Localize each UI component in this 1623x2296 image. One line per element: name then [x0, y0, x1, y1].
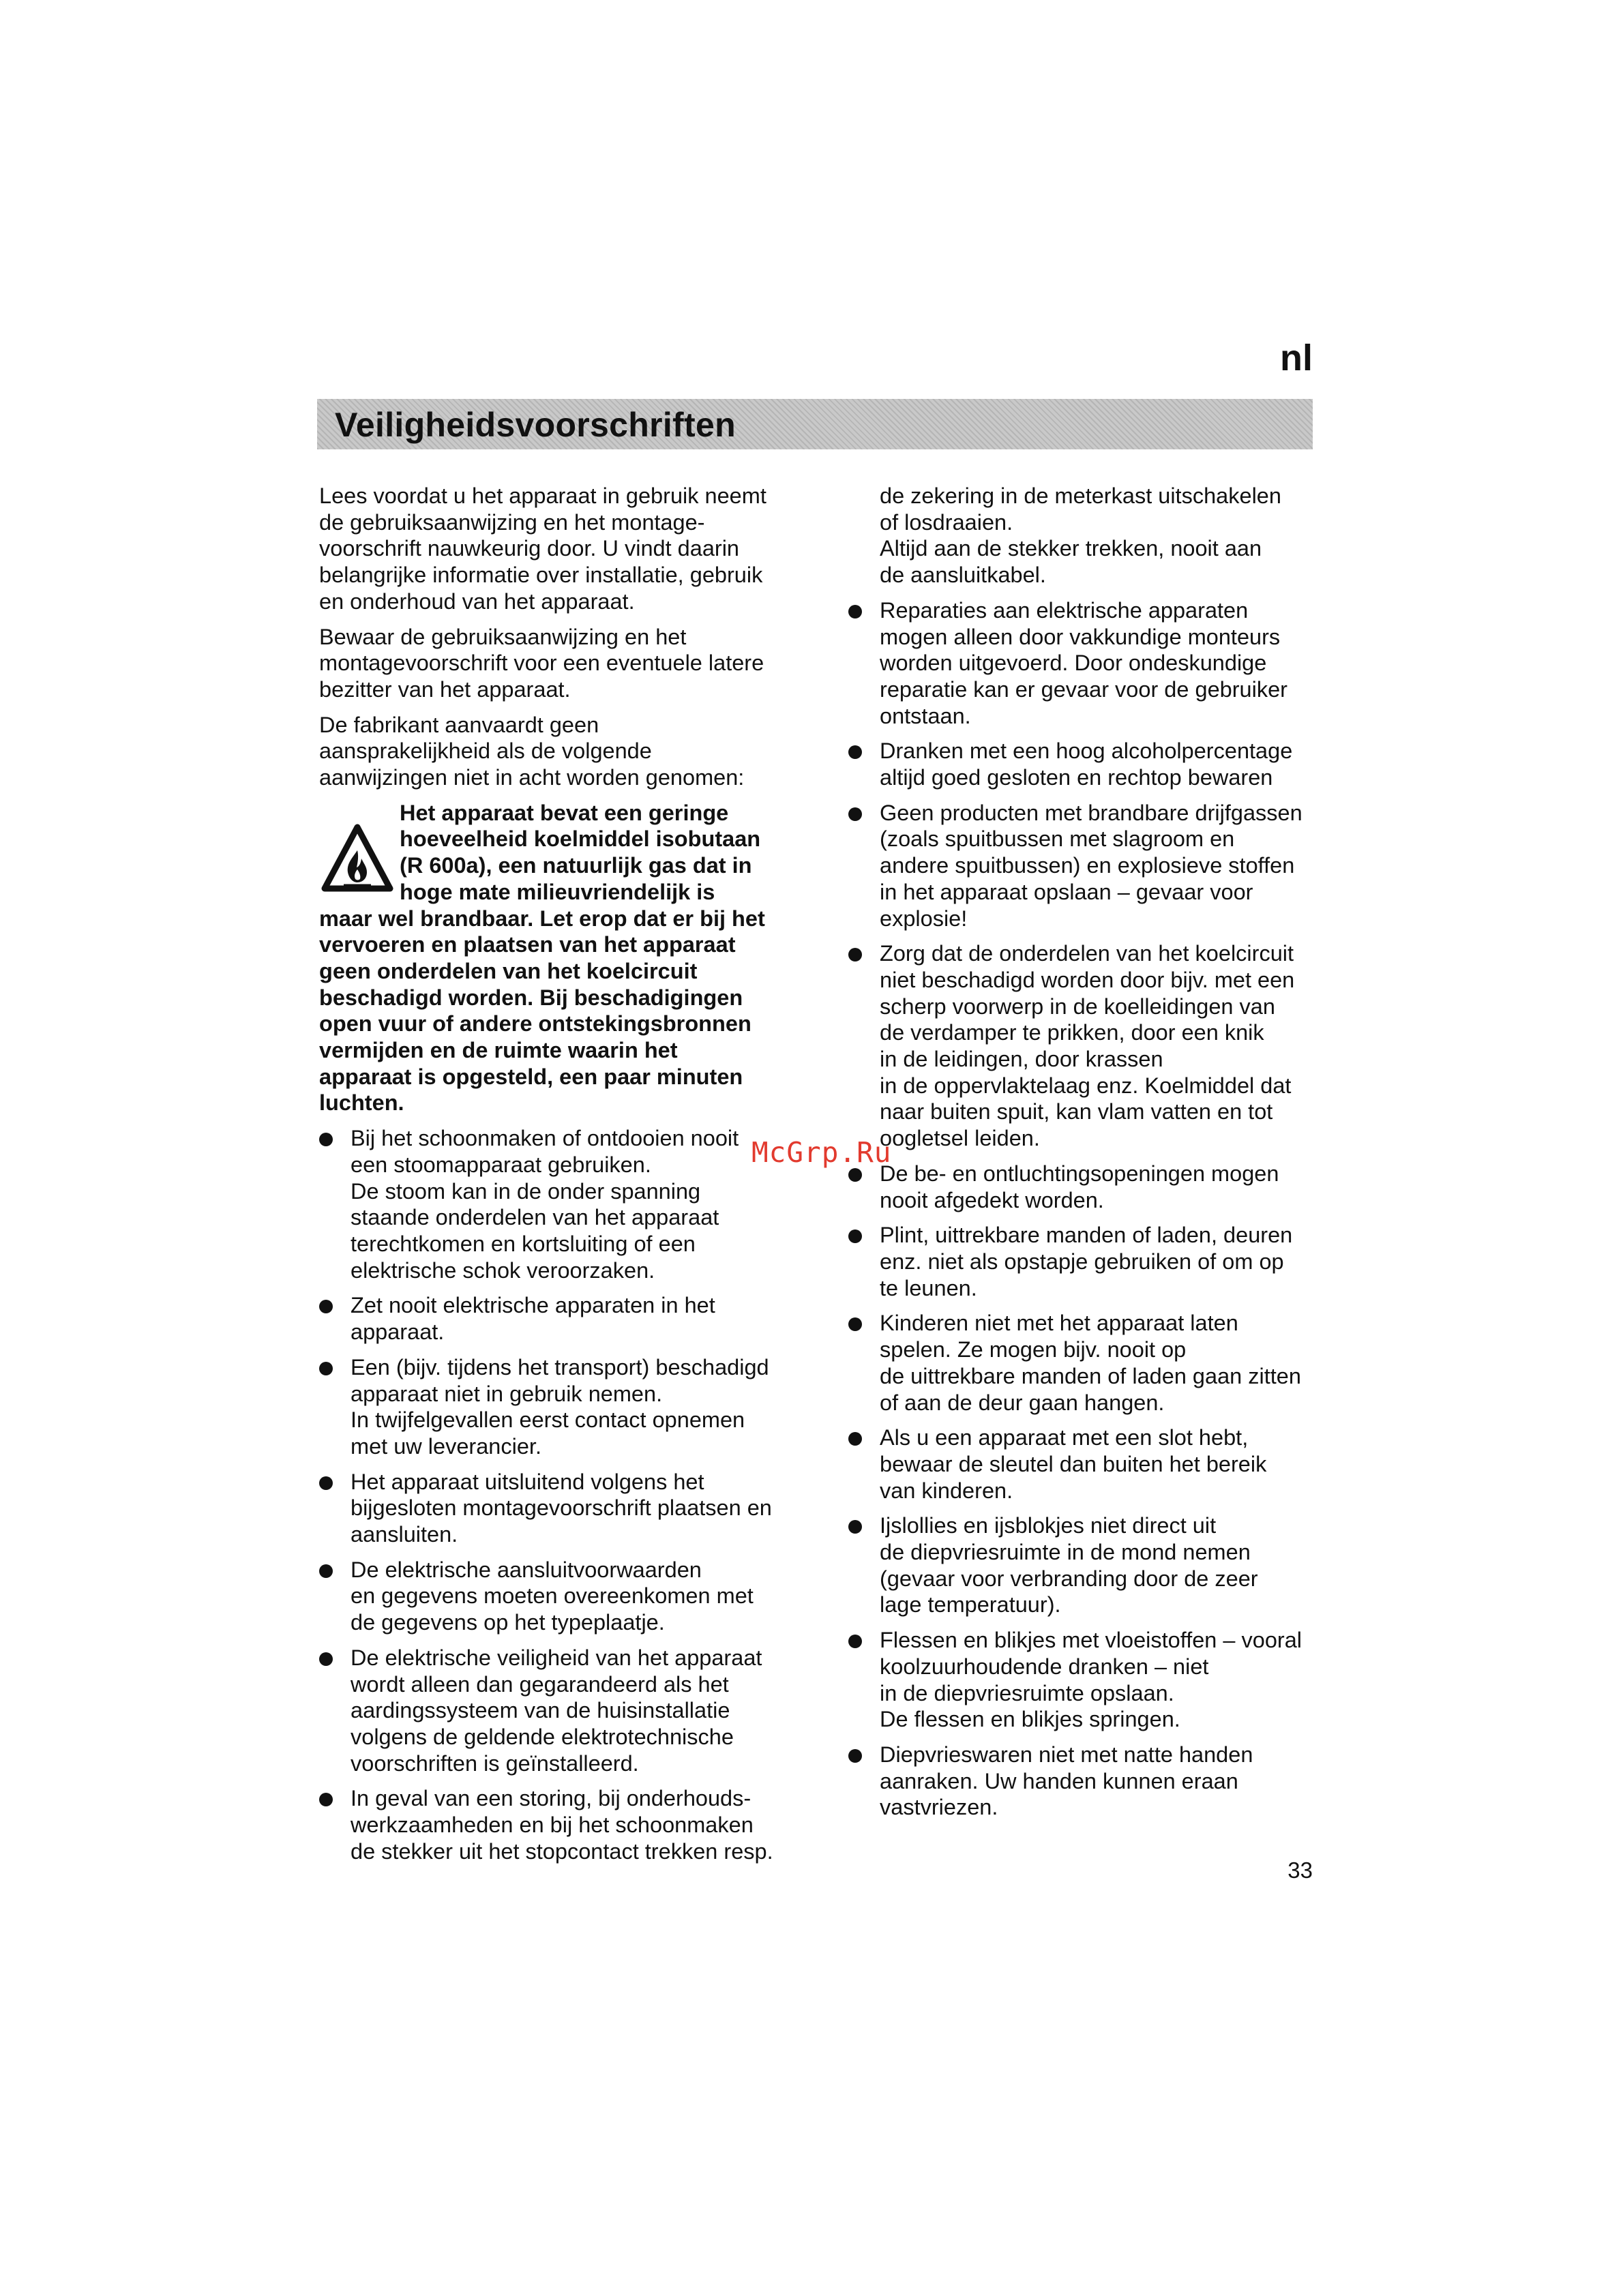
list-item-text — [880, 1310, 1319, 1416]
warning-block — [319, 800, 783, 1116]
text-line: luchten. — [319, 1090, 404, 1116]
text-line: explosie! — [880, 906, 968, 931]
text-line: andere spuitbussen) en explosieve stoffen — [880, 853, 1295, 878]
text-line: Bewaar de gebruiksaanwijzing en het — [319, 624, 687, 649]
text-line: Reparaties aan elektrische apparaten — [880, 597, 1249, 623]
text-line: De elektrische veiligheid van het apparaat — [351, 1645, 762, 1670]
text-line: de verdamper te prikken, door een knik — [880, 1020, 1264, 1045]
text-line: een stoomapparaat gebruiken. — [351, 1152, 651, 1177]
text-line: of aan de deur gaan hangen. — [880, 1390, 1165, 1415]
text-line: lage temperatuur). — [880, 1592, 1061, 1617]
bullet-icon — [848, 807, 862, 821]
text-line: in het apparaat opslaan – gevaar voor — [880, 879, 1253, 904]
text-line: Plint, uittrekbare manden of laden, deuren — [880, 1223, 1293, 1248]
list-item — [848, 738, 1319, 790]
list-item — [848, 1742, 1319, 1821]
text-line: Geen producten met brandbare drijfgassen — [880, 800, 1302, 825]
text-line: voorschriften is geïnstalleerd. — [351, 1750, 639, 1776]
text-line: van kinderen. — [880, 1478, 1013, 1503]
text-line: Kinderen niet met het apparaat laten — [880, 1311, 1238, 1336]
text-line: niet beschadigd worden door bijv. met een — [880, 967, 1295, 992]
text-line: hoeveelheid koelmiddel isobutaan — [400, 826, 761, 852]
text-line: vervoeren en plaatsen van het apparaat — [319, 932, 736, 957]
right-bullet-list — [848, 597, 1319, 1821]
list-item — [848, 1512, 1319, 1618]
text-line: (R 600a), een natuurlijk gas dat in — [400, 853, 752, 878]
text-line: Diepvrieswaren niet met natte handen — [880, 1742, 1253, 1767]
text-line: in de oppervlaktelaag enz. Koelmiddel dat — [880, 1073, 1292, 1098]
bullet-icon — [848, 1317, 862, 1331]
section-title-bar — [317, 399, 1313, 449]
page-title: Veiligheidsvoorschriften — [335, 406, 736, 444]
text-line: open vuur of andere ontstekingsbronnen — [319, 1011, 751, 1037]
text-line: altijd goed gesloten en rechtop bewaren — [880, 765, 1273, 790]
text-line: Zet nooit elektrische apparaten in het — [351, 1293, 715, 1318]
text-line: Het apparaat bevat een geringe — [400, 800, 729, 825]
text-line: belangrijke informatie over installatie, gebruik — [319, 563, 763, 588]
text-line: elektrische schok veroorzaken. — [351, 1257, 655, 1283]
list-item-text — [880, 1627, 1319, 1733]
text-line: maar wel brandbaar. Let erop dat er bij het — [319, 906, 765, 931]
list-item — [848, 1627, 1319, 1733]
bullet-icon — [848, 1229, 862, 1243]
text-line: worden uitgevoerd. Door ondeskundige — [880, 651, 1267, 676]
text-line: montagevoorschrift voor een eventuele latere — [319, 651, 764, 676]
text-line: Het apparaat uitsluitend volgens het — [351, 1469, 704, 1494]
bullet-icon — [848, 1168, 862, 1182]
text-line: ontstaan. — [880, 703, 971, 728]
list-item-text — [351, 1292, 783, 1345]
list-item — [319, 1354, 783, 1460]
list-item — [319, 1557, 783, 1636]
continued-text — [848, 483, 1319, 588]
list-item-text — [351, 1645, 783, 1777]
list-item — [848, 1425, 1319, 1504]
list-item-text — [880, 1222, 1319, 1301]
text-line: In twijfelgevallen eerst contact opnemen — [351, 1407, 745, 1433]
text-line: Zorg dat de onderdelen van het koelcircuit — [880, 941, 1294, 966]
bullet-icon — [848, 948, 862, 961]
text-line: enz. niet als opstapje gebruiken of om op — [880, 1249, 1284, 1274]
left-column — [319, 483, 783, 1873]
bullet-icon — [848, 745, 862, 759]
list-item — [848, 597, 1319, 730]
text-line: aansprakelijkheid als de volgende — [319, 739, 652, 764]
text-line: in de diepvriesruimte opslaan. — [880, 1680, 1174, 1705]
bullet-icon — [848, 1749, 862, 1763]
text-line: De be- en ontluchtingsopeningen mogen — [880, 1161, 1279, 1186]
text-line: Als u een apparaat met een slot hebt, — [880, 1425, 1249, 1450]
text-line: apparaat. — [351, 1320, 445, 1345]
bullet-icon — [848, 1432, 862, 1446]
text-line: aardingssysteem van de huisinstallatie — [351, 1698, 730, 1723]
list-item — [319, 1292, 783, 1345]
text-line: reparatie kan er gevaar voor de gebruiker — [880, 676, 1287, 702]
list-item — [848, 1222, 1319, 1301]
list-item — [319, 1125, 783, 1283]
text-line: met uw leverancier. — [351, 1433, 541, 1459]
list-item-text — [880, 597, 1319, 730]
text-line: In geval van een storing, bij onderhouds- — [351, 1786, 751, 1811]
text-line: koolzuurhoudende dranken – niet — [880, 1654, 1209, 1679]
text-line: terechtkomen en kortsluiting of een — [351, 1231, 696, 1256]
text-line: de zekering in de meterkast uitschakelen — [880, 483, 1281, 508]
text-line: De elektrische aansluitvoorwaarden — [351, 1557, 702, 1582]
text-line: apparaat niet in gebruik nemen. — [351, 1381, 663, 1406]
text-line: wordt alleen dan gegarandeerd als het — [351, 1671, 729, 1697]
text-line: voorschrift nauwkeurig door. U vindt daarin — [319, 536, 740, 561]
list-item-text — [880, 800, 1319, 932]
bullet-icon — [319, 1362, 333, 1375]
text-line: werkzaamheden en bij het schoonmaken — [351, 1813, 754, 1838]
text-line: Altijd aan de stekker trekken, nooit aan — [880, 536, 1262, 561]
text-line: hoge mate milieuvriendelijk is — [400, 879, 715, 904]
bullet-icon — [319, 1476, 333, 1490]
page-number: 33 — [1287, 1858, 1313, 1883]
text-line: vastvriezen. — [880, 1795, 998, 1820]
bullet-icon — [848, 1520, 862, 1534]
text-line: bijgesloten montagevoorschrift plaatsen en — [351, 1495, 772, 1521]
text-line: bewaar de sleutel dan buiten het bereik — [880, 1451, 1267, 1476]
list-item — [848, 1310, 1319, 1416]
bullet-icon — [319, 1793, 333, 1806]
text-line: te leunen. — [880, 1275, 977, 1300]
text-line: staande onderdelen van het apparaat — [351, 1205, 719, 1230]
bullet-icon — [319, 1300, 333, 1313]
bullet-icon — [319, 1652, 333, 1666]
text-line: Flessen en blikjes met vloeistoffen – vooral — [880, 1628, 1302, 1653]
text-line: naar buiten spuit, kan vlam vatten en tot — [880, 1099, 1273, 1124]
text-line: spelen. Ze mogen bijv. nooit op — [880, 1337, 1187, 1362]
text-line: Lees voordat u het apparaat in gebruik neemt — [319, 483, 766, 508]
intro-paragraph — [319, 624, 783, 703]
text-line: Een (bijv. tijdens het transport) beschadigd — [351, 1354, 769, 1380]
text-line: Bij het schoonmaken of ontdooien nooit — [351, 1126, 739, 1151]
text-line: en onderhoud van het apparaat. — [319, 588, 635, 614]
text-line: Ijslollies en ijsblokjes niet direct uit — [880, 1513, 1217, 1538]
list-item-text — [351, 1785, 783, 1864]
intro-paragraphs — [319, 483, 783, 791]
text-line: de diepvriesruimte in de mond nemen — [880, 1540, 1251, 1565]
list-item-text — [880, 1425, 1319, 1504]
text-line: (gevaar voor verbranding door de zeer — [880, 1566, 1258, 1591]
text-line: Dranken met een hoog alcoholpercentage — [880, 739, 1293, 764]
text-line: De fabrikant aanvaardt geen — [319, 712, 599, 737]
text-line: of losdraaien. — [880, 509, 1013, 535]
list-item — [848, 940, 1319, 1152]
bullet-icon — [319, 1133, 333, 1146]
list-item-text — [880, 940, 1319, 1152]
text-line: de gebruiksaanwijzing en het montage- — [319, 509, 705, 535]
text-line: scherp voorwerp in de koelleidingen van — [880, 994, 1275, 1019]
text-line: de gegevens op het typeplaatje. — [351, 1610, 665, 1635]
text-line: in de leidingen, door krassen — [880, 1047, 1163, 1072]
list-item — [848, 800, 1319, 932]
text-line: De flessen en blikjes springen. — [880, 1707, 1180, 1732]
intro-paragraph — [319, 483, 783, 615]
text-line: De stoom kan in de onder spanning — [351, 1178, 701, 1204]
list-item-text — [880, 738, 1319, 790]
text-line: apparaat is opgesteld, een paar minuten — [319, 1064, 743, 1089]
text-line: aanwijzingen niet in acht worden genomen: — [319, 765, 745, 790]
bullet-icon — [319, 1564, 333, 1578]
left-bullet-list — [319, 1125, 783, 1864]
list-item-text — [351, 1125, 783, 1283]
text-line: volgens de geldende elektrotechnische — [351, 1724, 734, 1749]
list-item-text — [880, 1742, 1319, 1821]
text-line: (zoals spuitbussen met slagroom en — [880, 826, 1235, 852]
text-line: de uittrekbare manden of laden gaan zitten — [880, 1363, 1301, 1388]
flammable-warning-icon — [319, 820, 396, 899]
list-item-text — [351, 1469, 783, 1548]
list-item-text — [880, 1161, 1319, 1213]
text-line: mogen alleen door vakkundige monteurs — [880, 624, 1281, 649]
list-item-text — [351, 1557, 783, 1636]
list-item — [319, 1469, 783, 1548]
text-line: geen onderdelen van het koelcircuit — [319, 958, 698, 983]
text-line: oogletsel leiden. — [880, 1126, 1040, 1151]
list-item-text — [880, 1512, 1319, 1618]
text-line: en gegevens moeten overeenkomen met — [351, 1583, 754, 1609]
list-item — [319, 1785, 783, 1864]
list-item — [848, 1161, 1319, 1213]
right-column — [848, 483, 1319, 1830]
list-item-text — [351, 1354, 783, 1460]
text-line: vermijden en de ruimte waarin het — [319, 1038, 678, 1063]
bullet-icon — [848, 1635, 862, 1648]
text-line: nooit afgedekt worden. — [880, 1187, 1104, 1212]
watermark: McGrp.Ru — [751, 1136, 892, 1169]
text-line: aansluiten. — [351, 1522, 458, 1547]
list-item — [319, 1645, 783, 1777]
intro-paragraph — [319, 712, 783, 791]
language-code: nl — [1280, 338, 1313, 378]
text-line: bezitter van het apparaat. — [319, 676, 571, 702]
text-line: aanraken. Uw handen kunnen eraan — [880, 1768, 1238, 1793]
text-line: de stekker uit het stopcontact trekken resp. — [351, 1838, 773, 1864]
text-line: de aansluitkabel. — [880, 563, 1046, 588]
text-line: beschadigd worden. Bij beschadigingen — [319, 985, 743, 1010]
bullet-icon — [848, 605, 862, 618]
